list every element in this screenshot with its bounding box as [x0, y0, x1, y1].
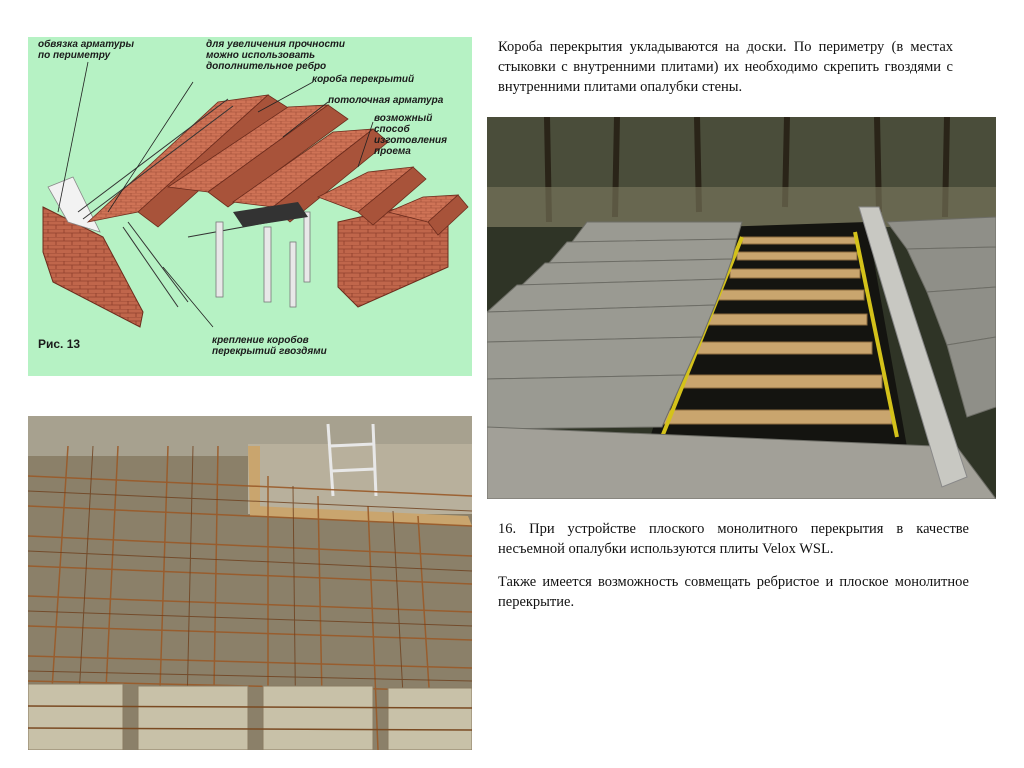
figure-caption: Рис. 13: [38, 337, 81, 351]
floor-box-illustration: [28, 37, 472, 376]
label-nail-fixing: крепление коробов перекрытий гвоздями: [212, 335, 327, 357]
label-floor-boxes: короба перекрытий: [312, 74, 415, 85]
label-rebar-perimeter: обвязка арматуры по периметру: [38, 39, 135, 61]
paragraph-flat-slab: 16. При устройстве плоского монолитного перекрытия в качестве несъемной опалубки используются плиты Velox WSL.: [498, 521, 969, 557]
formwork-slabs-photo: [487, 117, 996, 499]
label-ceiling-rebar: потолочная арматура: [328, 95, 444, 106]
rebar-mesh-photo: [28, 416, 472, 750]
label-opening: возможный способ изготовления проема: [374, 113, 448, 157]
floor-box-diagram: [28, 37, 472, 376]
formwork-slabs-illustration: [487, 117, 996, 499]
paragraph-combined-slab: Также имеется возможность совмещать ребристое и плоское монолитное перекрытие.: [498, 574, 969, 610]
rebar-mesh-illustration: [28, 416, 472, 750]
paragraph-floor-boxes: Короба перекрытия укладываются на доски. По периметру (в местах стыковки с внутренними плитами) их необходимо скрепить гвоздями с внутренними плитами опалубки стены.: [498, 39, 953, 95]
label-extra-rib: для увеличения прочности можно использовать дополнительное ребро: [206, 39, 346, 72]
